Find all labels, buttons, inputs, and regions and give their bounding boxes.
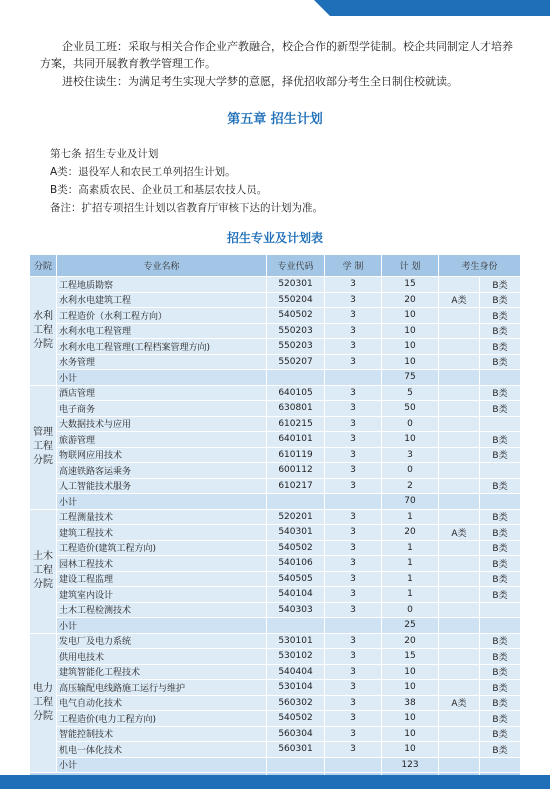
major-name-cell: 智能控制技术 — [57, 726, 267, 742]
identity-b-cell: B类 — [480, 509, 521, 525]
major-code-cell: 530102 — [267, 649, 325, 665]
years-cell: 3 — [325, 292, 382, 308]
major-code-cell: 530104 — [267, 680, 325, 696]
identity-a-cell — [439, 649, 480, 665]
identity-a-cell: A类 — [439, 525, 480, 541]
subtotal-empty — [267, 757, 325, 773]
major-name-cell: 工程造价(电力工程方向) — [57, 711, 267, 727]
table-row — [30, 726, 521, 742]
identity-a-cell — [439, 339, 480, 355]
identity-b-cell: B类 — [480, 308, 521, 324]
table-row — [30, 463, 521, 479]
identity-b-cell: B类 — [480, 571, 521, 587]
major-name-cell: 建设工程监理 — [57, 571, 267, 587]
subtotal-empty — [480, 618, 521, 634]
major-name-cell: 高压输配电线路施工运行与维护 — [57, 680, 267, 696]
identity-b-cell: B类 — [480, 277, 521, 293]
quota-cell: 10 — [382, 742, 439, 758]
identity-a-cell — [439, 571, 480, 587]
dept-cell: 土木工程分院 — [30, 509, 57, 633]
identity-b-cell: B类 — [480, 323, 521, 339]
years-cell: 3 — [325, 463, 382, 479]
plan-note: 备注：扩招专项招生计划以省教育厅审核下达的计划为准。 — [50, 202, 323, 214]
identity-b-cell — [480, 416, 521, 432]
major-code-cell: 540106 — [267, 556, 325, 572]
header-dept: 分院 — [30, 255, 57, 277]
header-identity: 考生身份 — [439, 255, 521, 277]
quota-cell: 1 — [382, 509, 439, 525]
intro-paragraph-employee-class: 企业员工班：采取与相关合作企业产教融合，校企合作的新型学徒制。校企共同制定人才培养方案，共同开展教育教学管理工作。 — [40, 40, 513, 70]
subtotal-empty — [325, 618, 382, 634]
years-cell: 3 — [325, 308, 382, 324]
major-name-cell: 工程测量技术 — [57, 509, 267, 525]
major-code-cell: 550207 — [267, 354, 325, 370]
identity-a-cell — [439, 742, 480, 758]
dept-cell: 管理工程分院 — [30, 385, 57, 509]
years-cell: 3 — [325, 633, 382, 649]
major-code-cell: 630801 — [267, 401, 325, 417]
identity-a-cell — [439, 416, 480, 432]
subtotal-value: 123 — [382, 757, 439, 773]
years-cell: 3 — [325, 742, 382, 758]
years-cell: 3 — [325, 726, 382, 742]
major-code-cell: 520201 — [267, 509, 325, 525]
quota-cell: 50 — [382, 401, 439, 417]
identity-a-cell — [439, 323, 480, 339]
major-code-cell: 550203 — [267, 339, 325, 355]
table-row — [30, 556, 521, 572]
quota-cell: 1 — [382, 540, 439, 556]
identity-b-cell — [480, 602, 521, 618]
identity-a-cell — [439, 587, 480, 603]
quota-cell: 1 — [382, 587, 439, 603]
identity-b-cell: B类 — [480, 540, 521, 556]
identity-b-cell: B类 — [480, 742, 521, 758]
quota-cell: 2 — [382, 478, 439, 494]
years-cell: 3 — [325, 416, 382, 432]
table-row — [30, 571, 521, 587]
subtotal-empty — [325, 494, 382, 510]
identity-b-cell: B类 — [480, 447, 521, 463]
major-code-cell: 540303 — [267, 602, 325, 618]
subtotal-label: 小计 — [57, 494, 267, 510]
major-code-cell: 560304 — [267, 726, 325, 742]
major-code-cell: 640101 — [267, 432, 325, 448]
years-cell: 3 — [325, 509, 382, 525]
identity-a-cell — [439, 463, 480, 479]
top-bar-slant — [314, 0, 330, 16]
major-name-cell: 高速铁路客运乘务 — [57, 463, 267, 479]
major-code-cell: 540104 — [267, 587, 325, 603]
table-row — [30, 633, 521, 649]
major-code-cell: 550204 — [267, 292, 325, 308]
table-row — [30, 680, 521, 696]
article-title: 第七条 招生专业及计划 — [50, 148, 159, 160]
years-cell: 3 — [325, 478, 382, 494]
chapter-heading: 第五章 招生计划 — [227, 112, 323, 127]
table-row — [30, 664, 521, 680]
quota-cell: 20 — [382, 525, 439, 541]
identity-a-cell — [439, 401, 480, 417]
subtotal-empty — [480, 494, 521, 510]
identity-a-cell — [439, 633, 480, 649]
major-name-cell: 大数据技术与应用 — [57, 416, 267, 432]
major-name-cell: 园林工程技术 — [57, 556, 267, 572]
major-name-cell: 发电厂及电力系统 — [57, 633, 267, 649]
identity-a-cell — [439, 711, 480, 727]
years-cell: 3 — [325, 571, 382, 587]
major-code-cell: 610119 — [267, 447, 325, 463]
identity-a-cell: A类 — [439, 695, 480, 711]
intro-paragraph-resident-students: 进校住读生：为满足考生实现大学梦的意愿，择优招收部分考生全日制住校就读。 — [62, 75, 458, 88]
identity-a-cell — [439, 602, 480, 618]
major-name-cell: 电子商务 — [57, 401, 267, 417]
quota-cell: 15 — [382, 277, 439, 293]
major-name-cell: 水利水电工程管理 — [57, 323, 267, 339]
identity-b-cell: B类 — [480, 695, 521, 711]
major-code-cell: 540502 — [267, 308, 325, 324]
quota-cell: 10 — [382, 308, 439, 324]
major-code-cell: 540502 — [267, 711, 325, 727]
quota-cell: 10 — [382, 323, 439, 339]
years-cell: 3 — [325, 664, 382, 680]
subtotal-row — [30, 494, 521, 510]
subtotal-empty — [267, 370, 325, 386]
major-code-cell: 610215 — [267, 416, 325, 432]
major-code-cell: 610217 — [267, 478, 325, 494]
identity-b-cell — [480, 463, 521, 479]
major-name-cell: 水务管理 — [57, 354, 267, 370]
table-row — [30, 401, 521, 417]
major-name-cell: 水利水电建筑工程 — [57, 292, 267, 308]
table-row — [30, 742, 521, 758]
subtotal-row — [30, 370, 521, 386]
header-quota: 计 划 — [382, 255, 439, 277]
table-row — [30, 695, 521, 711]
table-row — [30, 277, 521, 293]
identity-a-cell — [439, 509, 480, 525]
table-row — [30, 416, 521, 432]
major-name-cell: 供用电技术 — [57, 649, 267, 665]
identity-a-cell — [439, 540, 480, 556]
identity-a-cell: A类 — [439, 292, 480, 308]
identity-a-cell — [439, 432, 480, 448]
subtotal-label: 小计 — [57, 757, 267, 773]
table-row — [30, 525, 521, 541]
identity-b-cell: B类 — [480, 680, 521, 696]
category-b-description: B类：高素质农民、企业员工和基层农技人员。 — [50, 184, 268, 196]
major-code-cell: 540404 — [267, 664, 325, 680]
major-name-cell: 物联网应用技术 — [57, 447, 267, 463]
major-name-cell: 电气自动化技术 — [57, 695, 267, 711]
major-name-cell: 人工智能技术服务 — [57, 478, 267, 494]
years-cell: 3 — [325, 525, 382, 541]
quota-cell: 10 — [382, 711, 439, 727]
identity-a-cell — [439, 385, 480, 401]
quota-cell: 5 — [382, 385, 439, 401]
subtotal-empty — [439, 757, 480, 773]
table-row — [30, 587, 521, 603]
major-name-cell: 酒店管理 — [57, 385, 267, 401]
major-code-cell: 600112 — [267, 463, 325, 479]
major-code-cell: 560302 — [267, 695, 325, 711]
subtotal-value: 70 — [382, 494, 439, 510]
identity-b-cell: B类 — [480, 664, 521, 680]
identity-a-cell — [439, 478, 480, 494]
table-row — [30, 308, 521, 324]
subtotal-row — [30, 618, 521, 634]
major-code-cell: 530101 — [267, 633, 325, 649]
years-cell: 3 — [325, 556, 382, 572]
years-cell: 3 — [325, 323, 382, 339]
quota-cell: 20 — [382, 633, 439, 649]
years-cell: 3 — [325, 354, 382, 370]
identity-b-cell: B类 — [480, 649, 521, 665]
top-decoration-bar — [0, 0, 550, 16]
category-a-description: A类：退役军人和农民工单列招生计划。 — [50, 166, 236, 178]
major-name-cell: 机电一体化技术 — [57, 742, 267, 758]
years-cell: 3 — [325, 385, 382, 401]
identity-a-cell — [439, 354, 480, 370]
major-name-cell: 建筑智能化工程技术 — [57, 664, 267, 680]
major-code-cell: 520301 — [267, 277, 325, 293]
quota-cell: 10 — [382, 726, 439, 742]
years-cell: 3 — [325, 649, 382, 665]
subtotal-empty — [439, 494, 480, 510]
identity-a-cell — [439, 680, 480, 696]
subtotal-empty — [267, 618, 325, 634]
enrollment-plan-table — [29, 254, 521, 789]
identity-b-cell: B类 — [480, 556, 521, 572]
years-cell: 3 — [325, 277, 382, 293]
identity-b-cell: B类 — [480, 633, 521, 649]
subtotal-empty — [439, 618, 480, 634]
quota-cell: 38 — [382, 695, 439, 711]
table-row — [30, 339, 521, 355]
bottom-decoration-bar — [0, 775, 550, 789]
table-row — [30, 540, 521, 556]
table-row — [30, 602, 521, 618]
table-row — [30, 478, 521, 494]
subtotal-empty — [325, 757, 382, 773]
major-code-cell: 560301 — [267, 742, 325, 758]
identity-b-cell: B类 — [480, 711, 521, 727]
years-cell: 3 — [325, 401, 382, 417]
identity-a-cell — [439, 308, 480, 324]
quota-cell: 20 — [382, 292, 439, 308]
major-name-cell: 建筑工程技术 — [57, 525, 267, 541]
table-row — [30, 649, 521, 665]
subtotal-empty — [267, 494, 325, 510]
subtotal-value: 75 — [382, 370, 439, 386]
identity-b-cell: B类 — [480, 525, 521, 541]
identity-b-cell: B类 — [480, 354, 521, 370]
identity-b-cell: B类 — [480, 292, 521, 308]
quota-cell: 0 — [382, 602, 439, 618]
quota-cell: 3 — [382, 447, 439, 463]
major-code-cell: 540301 — [267, 525, 325, 541]
subtotal-value: 25 — [382, 618, 439, 634]
table-body — [30, 277, 521, 789]
major-name-cell: 土木工程检测技术 — [57, 602, 267, 618]
major-code-cell: 640105 — [267, 385, 325, 401]
header-years: 学 制 — [325, 255, 382, 277]
identity-b-cell: B类 — [480, 587, 521, 603]
major-name-cell: 旅游管理 — [57, 432, 267, 448]
quota-cell: 0 — [382, 416, 439, 432]
years-cell: 3 — [325, 540, 382, 556]
identity-b-cell: B类 — [480, 432, 521, 448]
identity-a-cell — [439, 447, 480, 463]
quota-cell: 10 — [382, 432, 439, 448]
subtotal-empty — [480, 370, 521, 386]
table-row — [30, 385, 521, 401]
subtotal-label: 小计 — [57, 618, 267, 634]
major-code-cell: 540505 — [267, 571, 325, 587]
quota-cell: 1 — [382, 571, 439, 587]
quota-cell: 10 — [382, 680, 439, 696]
major-name-cell: 工程地质勘察 — [57, 277, 267, 293]
identity-b-cell: B类 — [480, 478, 521, 494]
table-row — [30, 432, 521, 448]
quota-cell: 10 — [382, 354, 439, 370]
years-cell: 3 — [325, 432, 382, 448]
major-name-cell: 建筑室内设计 — [57, 587, 267, 603]
subtotal-empty — [325, 370, 382, 386]
subtotal-empty — [439, 370, 480, 386]
years-cell: 3 — [325, 447, 382, 463]
years-cell: 3 — [325, 695, 382, 711]
table-row — [30, 447, 521, 463]
years-cell: 3 — [325, 711, 382, 727]
subtotal-empty — [480, 757, 521, 773]
table-row — [30, 354, 521, 370]
identity-b-cell: B类 — [480, 726, 521, 742]
dept-cell: 电力工程分院 — [30, 633, 57, 773]
identity-a-cell — [439, 277, 480, 293]
subtotal-label: 小计 — [57, 370, 267, 386]
major-name-cell: 工程造价(建筑工程方向) — [57, 540, 267, 556]
major-code-cell: 540502 — [267, 540, 325, 556]
header-major-name: 专业名称 — [57, 255, 267, 277]
table-header-row — [30, 255, 521, 277]
header-major-code: 专业代码 — [267, 255, 325, 277]
major-code-cell: 550203 — [267, 323, 325, 339]
years-cell: 3 — [325, 680, 382, 696]
identity-b-cell: B类 — [480, 385, 521, 401]
years-cell: 3 — [325, 587, 382, 603]
top-bar-stripe — [330, 0, 550, 16]
subtotal-row — [30, 757, 521, 773]
table-row — [30, 509, 521, 525]
quota-cell: 0 — [382, 463, 439, 479]
table-row — [30, 323, 521, 339]
dept-cell: 水利工程分院 — [30, 277, 57, 386]
identity-a-cell — [439, 664, 480, 680]
identity-b-cell: B类 — [480, 339, 521, 355]
quota-cell: 15 — [382, 649, 439, 665]
years-cell: 3 — [325, 602, 382, 618]
quota-cell: 10 — [382, 339, 439, 355]
major-name-cell: 工程造价（水利工程方向） — [57, 308, 267, 324]
identity-a-cell — [439, 556, 480, 572]
major-name-cell: 水利水电工程管理(工程档案管理方向) — [57, 339, 267, 355]
quota-cell: 1 — [382, 556, 439, 572]
years-cell: 3 — [325, 339, 382, 355]
table-row — [30, 292, 521, 308]
identity-b-cell: B类 — [480, 401, 521, 417]
quota-cell: 10 — [382, 664, 439, 680]
table-row — [30, 711, 521, 727]
identity-a-cell — [439, 726, 480, 742]
table-title: 招生专业及计划表 — [226, 231, 323, 245]
